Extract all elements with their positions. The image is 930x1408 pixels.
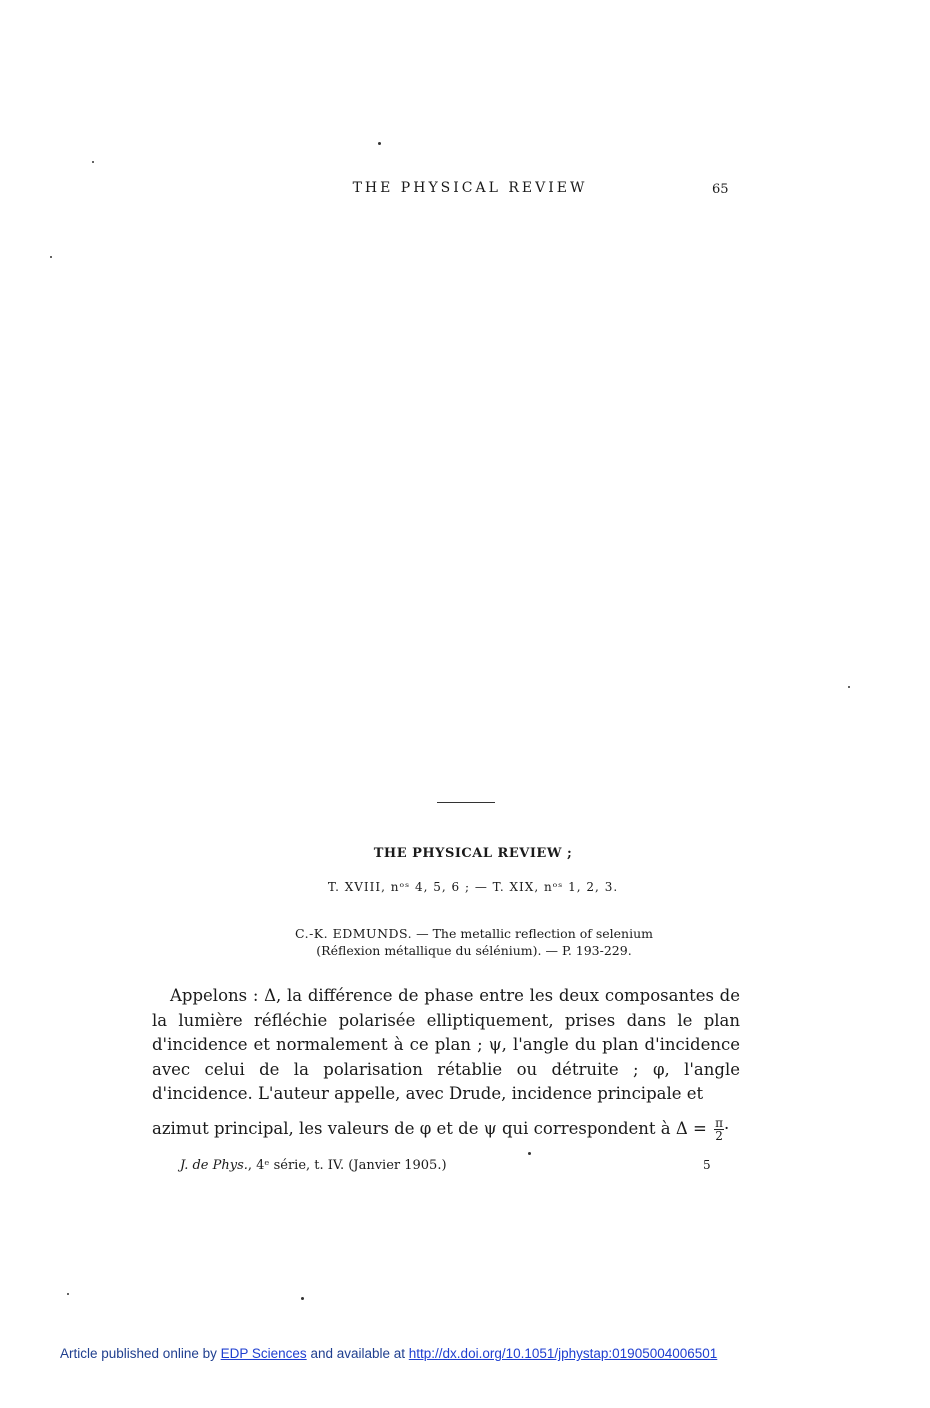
scan-speck: [301, 1297, 304, 1300]
publisher-link[interactable]: EDP Sciences: [220, 1346, 307, 1361]
article-title-line: [18, 925, 930, 942]
banner-middle: and available at: [310, 1346, 406, 1361]
article-title-french: (Réflexion métallique du sélénium). — P. 193-229.: [316, 943, 632, 958]
journal-footer: [180, 1158, 447, 1173]
paragraph-text: Appelons : Δ, la différence de phase entre les deux composantes de la lumière réfléchie polarisée elliptiquement, prises dans le plan d'incidence et normalement à ce plan ; ψ, l'angle du plan d'incidence avec celui de la polarisation rétablie ou détruite ; φ, l'angle d'incidence. L'auteur appelle, avec Drude, incidence principale et: [152, 986, 740, 1103]
section-title: THE PHYSICAL REVIEW ;: [373, 846, 573, 861]
scan-speck: [378, 142, 381, 145]
running-title: THE PHYSICAL REVIEW: [352, 180, 588, 196]
article-reference: [0, 925, 930, 959]
page-number: 65: [712, 182, 729, 197]
scan-speck: [67, 1293, 69, 1295]
doi-link[interactable]: http://dx.doi.org/10.1051/jphystap:01905004006501: [408, 1346, 718, 1361]
banner-prefix: Article published online by: [60, 1346, 217, 1361]
journal-details: , 4ᵉ série, t. IV. (Janvier 1905.): [247, 1158, 447, 1173]
last-line-text: azimut principal, les valeurs de φ et de ψ qui correspondent à Δ =: [152, 1118, 707, 1138]
signature-mark: 5: [703, 1158, 711, 1172]
article-author: C.-K. EDMUNDS.: [294, 926, 413, 941]
scan-speck: [848, 686, 850, 688]
fraction-numerator: π: [715, 1115, 723, 1130]
paragraph-last-line: azimut principal, les valeurs de φ et de ψ qui correspondent à Δ = $\frac{\pi}{2}$ ·: [152, 1115, 730, 1143]
scan-speck: [92, 161, 94, 163]
volume-reference: T. XVIII, nᵒˢ 4, 5, 6 ; — T. XIX, nᵒˢ 1, 2, 3.: [327, 880, 619, 894]
scan-speck: [50, 256, 52, 258]
scan-speck: [528, 1152, 531, 1155]
section-divider: [437, 802, 495, 803]
journal-name: J. de Phys.: [180, 1158, 248, 1173]
fraction-denominator: 2: [715, 1128, 723, 1143]
publication-banner: [60, 1346, 717, 1361]
article-title-english: — The metallic reflection of selenium: [416, 926, 653, 941]
pi-over-two-fraction: [714, 1117, 724, 1142]
body-paragraph: [152, 984, 740, 1142]
